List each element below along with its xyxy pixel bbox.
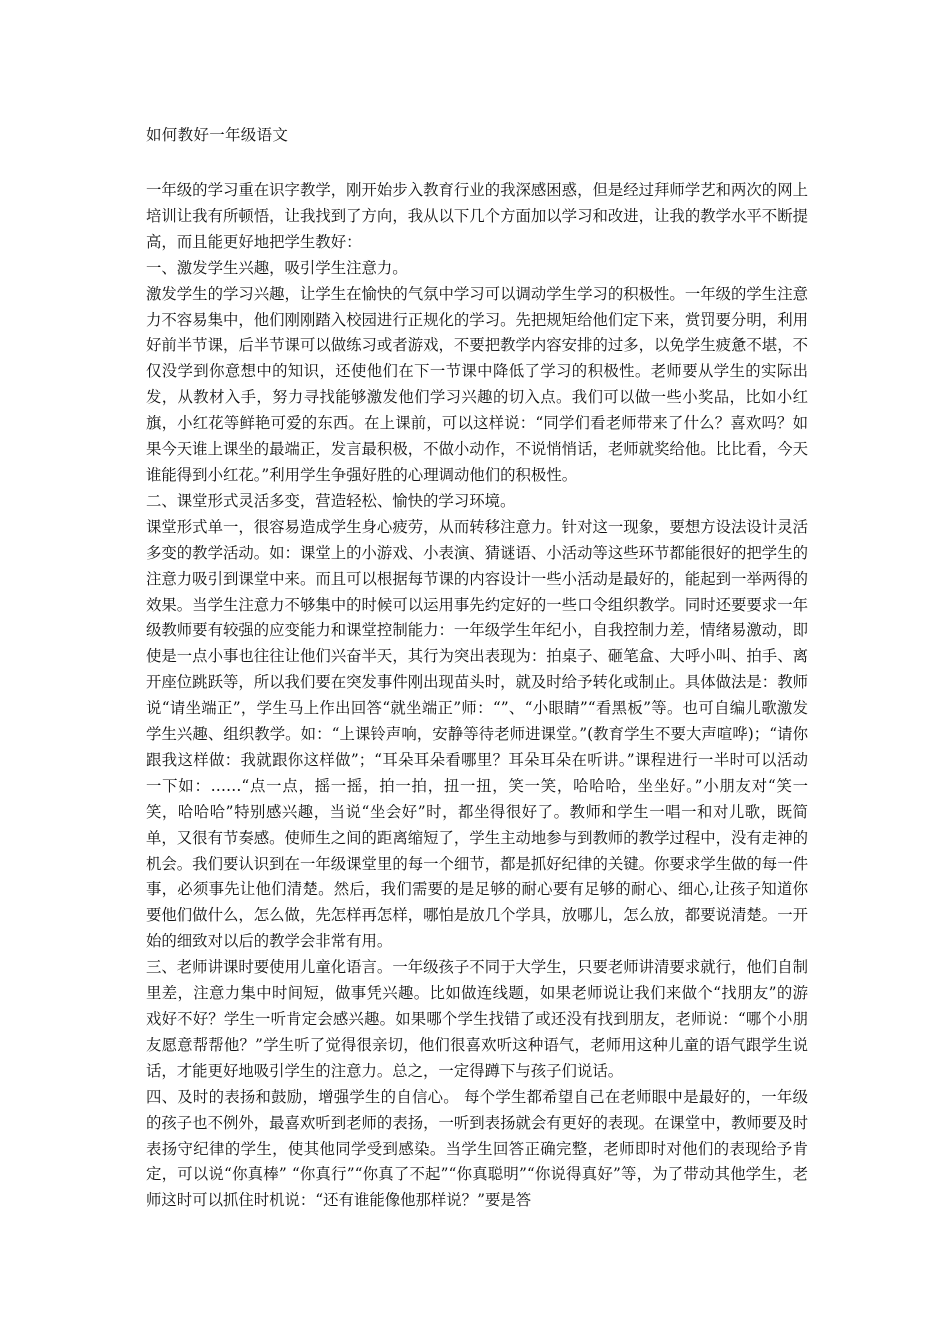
- paragraph-section-4: 四、及时的表扬和鼓励，增强学生的自信心。 每个学生都希望自己在老师眼中是最好的，一年级的孩子也不例外，最喜欢听到老师的表扬，一听到表扬就会有更好的表现。在课堂中，教师要及时表扬守纪律的学生，使其他同学受到感染。当学生回答正确完整，老师即时对他们的表现给予肯定，可以说“你真棒” “你真行”“你真了不起”“你真聪明”“你说得真好”等，为了带动其他学生，老师这时可以抓住时机说：“还有谁能像他那样说？”要是答: [146, 1087, 808, 1210]
- section-heading-2: 二、课堂形式灵活多变，营造轻松、愉快的学习环境。: [146, 491, 516, 510]
- document-body: [146, 178, 808, 1214]
- section-heading-1: 一、激发学生兴趣，吸引学生注意力。: [146, 258, 408, 277]
- document-title: 如何教好一年级语文: [146, 126, 289, 144]
- paragraph-intro: 一年级的学习重在识字教学，刚开始步入教育行业的我深感困惑，但是经过拜师学艺和两次的网上培训让我有所顿悟，让我找到了方向，我从以下几个方面加以学习和改进，让我的教学水平不断提高，而且能更好地把学生教好：: [146, 181, 808, 251]
- paragraph-section-2: 课堂形式单一，很容易造成学生身心疲劳，从而转移注意力。针对这一现象，要想方设法设计灵活多变的教学活动。如：课堂上的小游戏、小表演、猜谜语、小活动等这些环节都能很好的把学生的注意力吸引到课堂中来。而且可以根据每节课的内容设计一些小活动是最好的，能起到一举两得的效果。当学生注意力不够集中的时候可以运用事先约定好的一些口令组织教学。同时还要要求一年级教师要有较强的应变能力和课堂控制能力：一年级学生年纪小，自我控制力差，情绪易激动，即使是一点小事也往往让他们兴奋半天，其行为突出表现为：拍桌子、砸笔盒、大呼小叫、拍手、离开座位跳跃等，所以我们要在突发事件刚出现苗头时，就及时给予转化或制止。具体做法是：教师说“请坐端正”，学生马上作出回答“就坐端正”师：“”、“小眼睛”“看黑板”等。也可自编儿歌激发学生兴趣、组织教学。如：“上课铃声响，安静等待老师进课堂。”(教育学生不要大声喧哗)；“请你跟我这样做：我就跟你这样做”；“耳朵耳朵看哪里？耳朵耳朵在听讲。”课程进行一半时可以活动一下如：……“点一点，摇一摇，拍一拍，扭一扭，笑一笑，哈哈哈，坐坐好。”小朋友对“笑一笑，哈哈哈”特别感兴趣，当说“坐会好”时，都坐得很好了。教师和学生一唱一和对儿歌，既简单，又很有节奏感。使师生之间的距离缩短了，学生主动地参与到教师的教学过程中，没有走神的机会。我们要认识到在一年级课堂里的每一个细节，都是抓好纪律的关键。你要求学生做的每一件事，必须事先让他们清楚。然后，我们需要的是足够的耐心要有足够的耐心、细心,让孩子知道你要他们做什么，怎么做，先怎样再怎样，哪怕是放几个学具，放哪儿，怎么放，都要说清楚。一开始的细致对以后的教学会非常有用。: [146, 517, 808, 951]
- paragraph-section-3: 三、老师讲课时要使用儿童化语言。一年级孩子不同于大学生，只要老师讲清要求就行，他们自制里差，注意力集中时间短，做事凭兴趣。比如做连线题，如果老师说让我们来做个“找朋友”的游戏好不好？学生一听肯定会感兴趣。如果哪个学生找错了或还没有找到朋友，老师说：“哪个小朋友愿意帮帮他？”学生听了觉得很亲切，他们很喜欢听这种语气，老师用这种儿童的语气跟学生说话，才能更好地吸引学生的注意力。总之，一定得蹲下与孩子们说话。: [146, 958, 808, 1080]
- paragraph-section-1: 激发学生的学习兴趣，让学生在愉快的气氛中学习可以调动学生学习的积极性。一年级的学生注意力不容易集中，他们刚刚踏入校园进行正规化的学习。先把规矩给他们定下来，赏罚要分明，利用好前半节课，后半节课可以做练习或者游戏，不要把教学内容安排的过多，以免学生疲惫不堪，不仅没学到你意想中的知识，还使他们在下一节课中降低了学习的积极性。老师要从学生的实际出发，从教材入手，努力寻找能够激发他们学习兴趣的切入点。我们可以做一些小奖品，比如小红旗，小红花等鲜艳可爱的东西。在上课前，可以这样说：“同学们看老师带来了什么？喜欢吗？如果今天谁上课坐的最端正，发言最积极，不做小动作，不说悄悄话，老师就奖给他。比比看，今天谁能得到小红花。”利用学生争强好胜的心理调动他们的积极性。: [146, 284, 808, 484]
